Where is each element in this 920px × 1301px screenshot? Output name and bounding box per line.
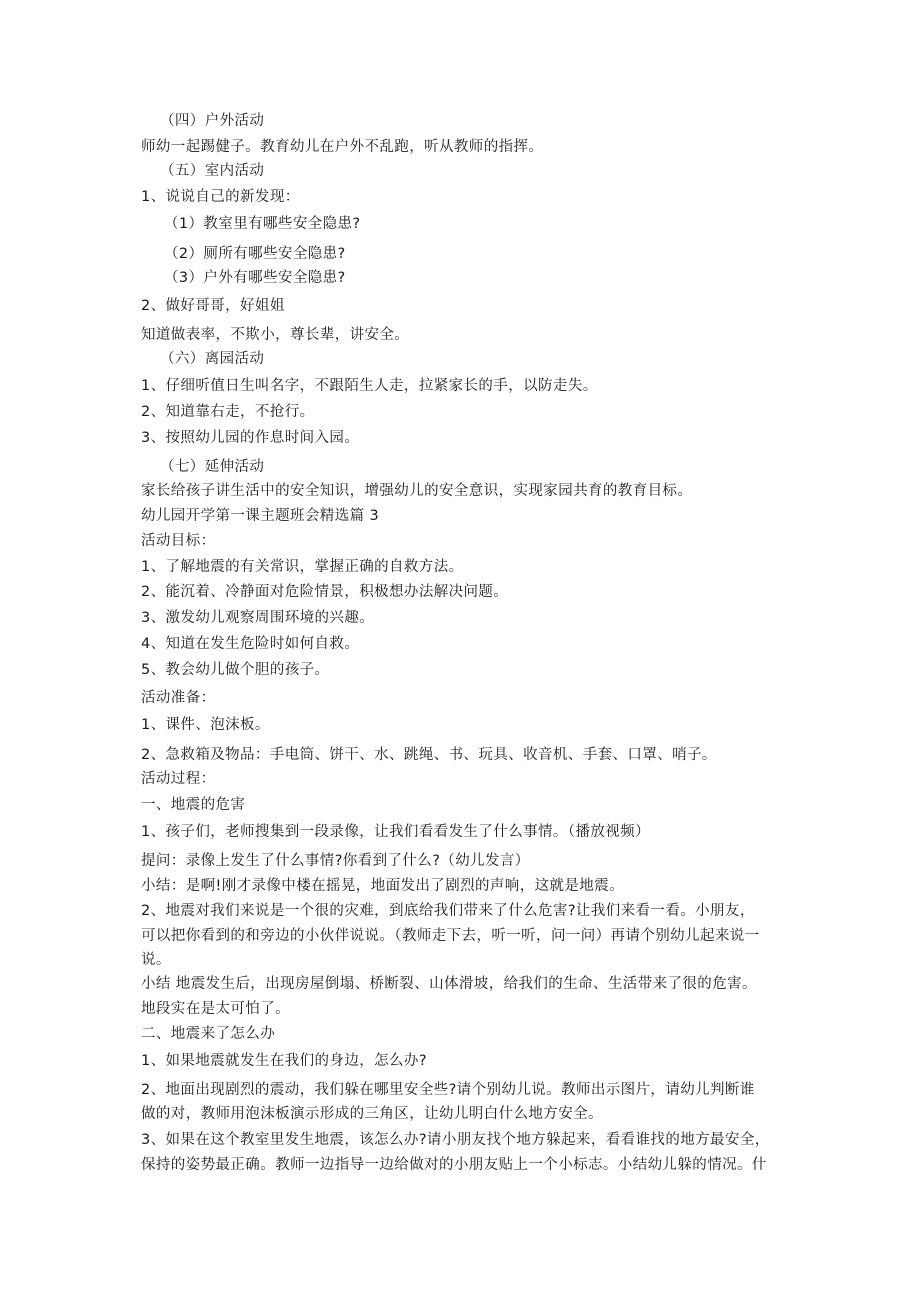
list-item: 1、课件、泡沫板。	[141, 717, 270, 733]
sub-heading: 一、地震的危害	[141, 797, 246, 813]
section-heading-indoor: （五）室内活动	[160, 163, 265, 179]
paragraph: 2、地震对我们来说是一个很的灾难，到底给我们带来了什么危害?让我们来看一看。小朋友，	[141, 903, 755, 919]
list-item: 2、急救箱及物品：手电筒、饼干、水、跳绳、书、玩具、收音机、手套、口罩、哨子。	[141, 747, 717, 763]
section-heading-leaving: （六）离园活动	[160, 351, 265, 367]
section-heading-process: 活动过程：	[141, 771, 216, 787]
paragraph: 1、孩子们，老师搜集到一段录像，让我们看看发生了什么事情。（播放视频）	[141, 824, 650, 840]
paragraph: 保持的姿势最正确。教师一边指导一边给做对的小朋友贴上一个小标志。小结幼儿躲的情况。什	[141, 1157, 767, 1173]
paragraph: 地段实在是太可怕了。	[141, 1001, 290, 1017]
list-item: 3、激发幼儿观察周围环境的兴趣。	[141, 610, 375, 626]
paragraph: 师幼一起踢健子。教育幼儿在户外不乱跑，听从教师的指挥。	[141, 139, 544, 155]
section-heading-preparation: 活动准备：	[141, 690, 216, 706]
list-item: 5、教会幼儿做个胆的孩子。	[141, 662, 330, 678]
sub-list-item: （2）厕所有哪些安全隐患?	[164, 246, 346, 262]
list-item: 3、按照幼儿园的作息时间入园。	[141, 430, 360, 446]
list-item: 1、仔细听值日生叫名字，不跟陌生人走，拉紧家长的手，以防走失。	[141, 378, 598, 394]
list-item: 2、能沉着、冷静面对危险情景，积极想办法解决问题。	[141, 584, 509, 600]
article-title: 幼儿园开学第一课主题班会精选篇 3	[141, 508, 380, 524]
paragraph: 小结 地震发生后，出现房屋倒塌、桥断裂、山体滑坡，给我们的生命、生活带来了很的危害。	[141, 976, 757, 992]
paragraph: 3、如果在这个教室里发生地震，该怎么办?请小朋友找个地方躲起来，看看谁找的地方最安全，	[141, 1132, 770, 1148]
list-item: 1、说说自己的新发现：	[141, 189, 300, 205]
list-item: 1、了解地震的有关常识，掌握正确的自救方法。	[141, 559, 464, 575]
paragraph: 可以把你看到的和旁边的小伙伴说说。（教师走下去，听一听，问一问）再请个别幼儿起来说一	[141, 928, 760, 944]
sub-list-item: （3）户外有哪些安全隐患?	[164, 270, 346, 286]
paragraph: 提问：录像上发生了什么事情?你看到了什么?（幼儿发言）	[141, 853, 530, 869]
paragraph: 1、如果地震就发生在我们的身边，怎么办?	[141, 1053, 427, 1069]
paragraph: 家长给孩子讲生活中的安全知识，增强幼儿的安全意识，实现家园共育的教育目标。	[141, 483, 693, 499]
sub-list-item: （1）教室里有哪些安全隐患?	[164, 216, 361, 232]
sub-heading: 二、地震来了怎么办	[141, 1026, 276, 1042]
list-item: 4、知道在发生危险时如何自救。	[141, 636, 360, 652]
paragraph: 小结：是啊!刚才录像中楼在摇晃，地面发出了剧烈的声响，这就是地震。	[141, 878, 625, 894]
paragraph: 说。	[141, 952, 171, 968]
list-item: 2、知道靠右走，不抢行。	[141, 404, 315, 420]
list-item: 2、做好哥哥，好姐姐	[141, 298, 285, 314]
section-heading-goals: 活动目标：	[141, 533, 216, 549]
section-heading-outdoor: （四）户外活动	[160, 113, 265, 129]
paragraph: 知道做表率，不欺小，尊长辈，讲安全。	[141, 327, 410, 343]
section-heading-extension: （七）延伸活动	[160, 459, 265, 475]
paragraph: 做的对，教师用泡沫板演示形成的三角区，让幼儿明白什么地方安全。	[141, 1106, 603, 1122]
paragraph: 2、地面出现剧烈的震动，我们躲在哪里安全些?请个别幼儿说。教师出示图片，请幼儿判断谁	[141, 1082, 755, 1098]
